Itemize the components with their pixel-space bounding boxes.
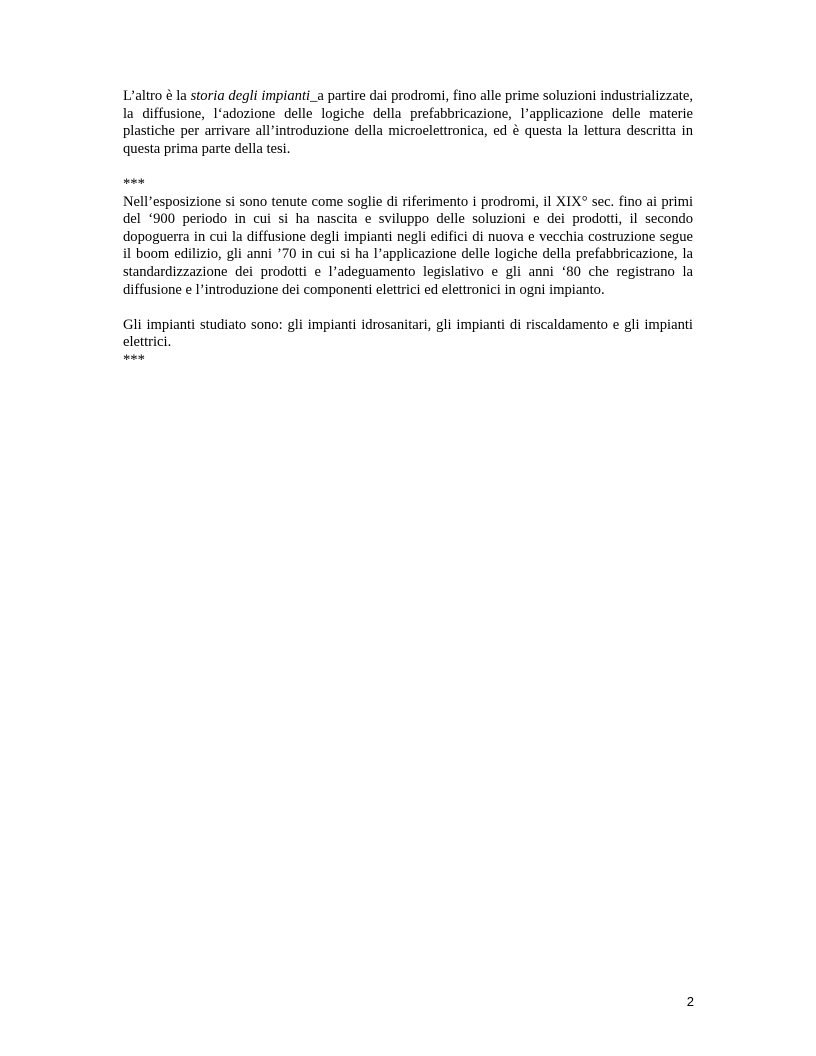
- paragraph-1-italic-term: storia degli impianti: [190, 88, 311, 104]
- paragraph-1-rest: _a partire dai prodromi, fino alle prime soluzioni industrializzate, la diffusione, l‘adozione delle logiche della prefabbricazione, l’applicazione delle materie plastiche per arrivare all’introduzione della microelettronica, ed è questa la lettura descritta in questa prima parte della tesi.: [123, 88, 693, 157]
- paragraph-impianti-studiati: Gli impianti studiato sono: gli impianti idrosanitari, gli impianti di riscaldamento e gli impianti elettrici.: [123, 316, 693, 351]
- paragraph-1-intro: L’altro è la: [123, 88, 191, 104]
- section-separator-2: ***: [123, 351, 145, 368]
- paragraph-spacer: [123, 299, 693, 317]
- paragraph-storia-impianti: [123, 88, 693, 158]
- section-separator-1: ***: [123, 175, 145, 192]
- page-number: 2: [686, 994, 694, 1009]
- paragraph-spacer: [123, 158, 693, 176]
- paragraph-esposizione: Nell’esposizione si sono tenute come soglie di riferimento i prodromi, il XIX° sec. fino ai primi del ‘900 periodo in cui si ha nascita e sviluppo delle soluzioni e dei prodotti, il secondo dopoguerra in cui la diffusione degli impianti negli edifici di nuova e vecchia costruzione segue il boom edilizio, gli anni ’70 in cui si ha l’applicazione delle logiche della prefabbricazione, la standardizzazione dei prodotti e l’adeguamento legislativo e gli anni ‘80 che registrano la diffusione e l’introduzione dei componenti elettrici ed elettronici in ogni impianto.: [123, 193, 693, 298]
- body-text: [123, 88, 693, 370]
